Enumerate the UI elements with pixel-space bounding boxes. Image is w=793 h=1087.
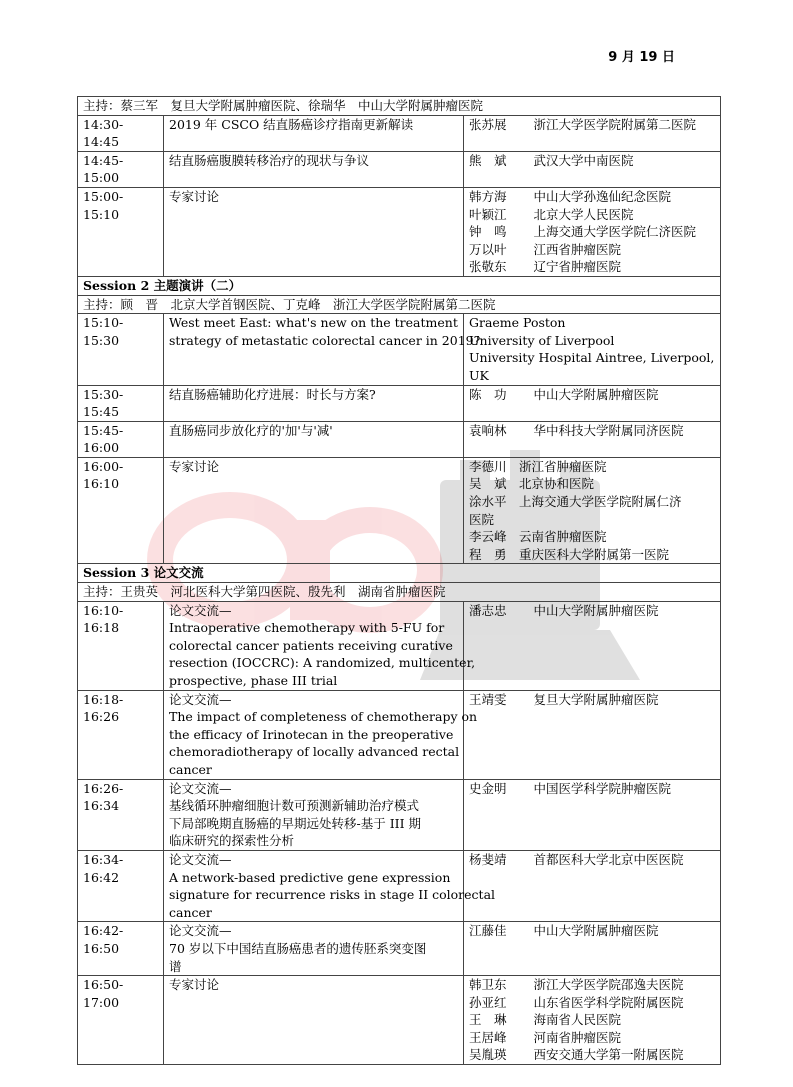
speaker-cell — [464, 850, 721, 921]
title-line: chemoradiotherapy of locally advanced rectal — [169, 744, 460, 760]
title-line: A network-based predictive gene expression — [169, 869, 451, 885]
host-info: 主持：王贵英 河北医科大学第四医院、殷先利 湖南省肿瘤医院 — [78, 583, 721, 602]
session-header-row — [78, 276, 721, 295]
title-line: 论文交流— — [169, 851, 232, 867]
speaker-name: 江藤佳 — [469, 923, 507, 939]
table-row — [78, 922, 721, 976]
speaker-cell — [464, 457, 721, 564]
title-line: 专家讨论 — [169, 458, 220, 474]
speaker-cell — [464, 976, 721, 1065]
schedule-table — [77, 96, 721, 1065]
title-cell — [164, 385, 464, 421]
speaker-name: 万以叶 — [469, 241, 507, 257]
speaker-cell — [464, 385, 721, 421]
title-line: 论文交流— — [169, 923, 232, 939]
speaker-name: 张敬东 — [469, 259, 507, 275]
time-cell: 15:00-15:10 — [78, 187, 164, 276]
speaker-line — [469, 994, 715, 1012]
speaker-name: 潘志忠 — [469, 602, 507, 618]
title-line: 专家讨论 — [169, 188, 220, 204]
speaker-org: 山东省医学科学院附属医院 — [533, 994, 684, 1010]
speaker-org: 中山大学附属肿瘤医院 — [533, 386, 659, 402]
speaker-cell — [464, 922, 721, 976]
speaker-line — [469, 188, 715, 206]
title-line: 专家讨论 — [169, 977, 220, 993]
title-line: 70 岁以下中国结直肠癌患者的遗传胚系突变图 — [169, 940, 427, 956]
title-line: cancer — [169, 761, 212, 777]
time-cell: 14:45-15:00 — [78, 151, 164, 187]
title-line: resection (IOCCRC): A randomized, multicenter, — [169, 655, 476, 671]
time-cell: 16:50-17:00 — [78, 976, 164, 1065]
speaker-name: 韩卫东 — [469, 977, 507, 993]
speaker-org: 中国医学科学院肿瘤医院 — [533, 780, 672, 796]
host-info: 主持：顾 晋 北京大学首钢医院、丁克峰 浙江大学医学院附属第二医院 — [78, 295, 721, 314]
session-header-row — [78, 564, 721, 583]
speaker-name: 陈 功 — [469, 386, 507, 402]
speaker-line: Graeme Poston — [469, 315, 566, 331]
speaker-org: 西安交通大学第一附属医院 — [533, 1047, 684, 1063]
speaker-name: 吴胤瑛 — [469, 1047, 507, 1063]
title-cell — [164, 690, 478, 779]
title-cell — [164, 115, 464, 151]
speaker-line: University of Liverpool — [469, 332, 615, 348]
speaker-name: 袁响林 — [469, 422, 507, 438]
speaker-name: 王居峰 — [469, 1029, 507, 1045]
speaker-line: 医院 — [469, 511, 495, 527]
title-line: 基线循环肿瘤细胞计数可预测新辅助治疗模式 — [169, 798, 420, 814]
title-cell — [164, 151, 464, 187]
speaker-name: 史金明 — [469, 780, 507, 796]
speaker-org: 上海交通大学医学院仁济医院 — [533, 224, 697, 240]
speaker-org: 华中科技大学附属同济医院 — [533, 422, 684, 438]
title-cell — [164, 187, 464, 276]
speaker-cell — [464, 115, 721, 151]
title-line: Intraoperative chemotherapy with 5-FU for — [169, 620, 445, 636]
time-cell: 16:34-16:42 — [78, 850, 164, 921]
title-cell — [164, 779, 464, 850]
speaker-line: University Hospital Aintree, Liverpool, — [469, 350, 715, 366]
speaker-line — [469, 241, 715, 259]
speaker-line — [469, 851, 715, 869]
speaker-org: 首都医科大学北京中医医院 — [533, 851, 684, 867]
speaker-name: 叶颖江 — [469, 206, 507, 222]
speaker-line: 李德川 浙江省肿瘤医院 — [469, 458, 607, 474]
speaker-line: 程 勇 重庆医科大学附属第一医院 — [469, 546, 670, 562]
speaker-cell — [464, 314, 721, 385]
speaker-org: 武汉大学中南医院 — [533, 152, 634, 168]
speaker-org: 中山大学附属肿瘤医院 — [533, 923, 659, 939]
speaker-name: 孙亚红 — [469, 994, 507, 1010]
title-line: signature for recurrence risks in stage II colorectal — [169, 887, 496, 903]
time-cell: 15:30-15:45 — [78, 385, 164, 421]
time-cell: 16:26-16:34 — [78, 779, 164, 850]
table-row — [78, 385, 721, 421]
title-cell — [164, 922, 464, 976]
speaker-line — [469, 691, 715, 709]
speaker-org: 中山大学附属肿瘤医院 — [533, 602, 659, 618]
speaker-name: 杨斐靖 — [469, 851, 507, 867]
time-cell: 16:00-16:10 — [78, 457, 164, 564]
title-line: West meet East: what's new on the treatment — [169, 315, 458, 331]
title-line: 下局部晚期直肠癌的早期远处转移-基于 III 期 — [169, 815, 421, 831]
speaker-line — [469, 116, 715, 134]
schedule-body — [78, 97, 721, 1065]
time-cell: 16:18-16:26 — [78, 690, 164, 779]
title-line: cancer — [169, 904, 212, 920]
speaker-org: 浙江大学医学院附属第二医院 — [533, 116, 697, 132]
speaker-line — [469, 152, 715, 170]
title-cell — [164, 976, 464, 1065]
time-cell: 16:42-16:50 — [78, 922, 164, 976]
speaker-org: 江西省肿瘤医院 — [533, 241, 622, 257]
speaker-line — [469, 258, 715, 276]
speaker-name: 张苏展 — [469, 116, 507, 132]
title-line: 谱 — [169, 958, 182, 974]
table-row — [78, 601, 721, 690]
title-line: 临床研究的探索性分析 — [169, 833, 295, 849]
table-row — [78, 457, 721, 564]
speaker-org: 浙江大学医学院邵逸夫医院 — [533, 977, 684, 993]
host-info: 主持：蔡三军 复旦大学附属肿瘤医院、徐瑞华 中山大学附属肿瘤医院 — [78, 97, 721, 116]
session-title: Session 2 主题演讲（二） — [78, 276, 721, 295]
speaker-line — [469, 922, 715, 940]
host-row — [78, 583, 721, 602]
table-row — [78, 115, 721, 151]
speaker-name: 韩方海 — [469, 188, 507, 204]
speaker-line — [469, 976, 715, 994]
host-row — [78, 97, 721, 116]
speaker-name: 熊 斌 — [469, 152, 507, 168]
speaker-cell — [464, 601, 721, 690]
speaker-cell — [464, 187, 721, 276]
speaker-name: 钟 鸣 — [469, 224, 507, 240]
speaker-line — [469, 206, 715, 224]
title-line: strategy of metastatic colorectal cancer in 2019? — [169, 332, 481, 348]
title-line: prospective, phase III trial — [169, 673, 338, 688]
speaker-line: UK — [469, 367, 489, 383]
time-cell: 16:10-16:18 — [78, 601, 164, 690]
title-line: 结直肠癌辅助化疗进展：时长与方案? — [169, 386, 376, 402]
speaker-line — [469, 1029, 715, 1047]
title-line: 结直肠癌腹膜转移治疗的现状与争议 — [169, 152, 370, 168]
time-cell: 14:30-14:45 — [78, 115, 164, 151]
table-row — [78, 314, 721, 385]
speaker-cell — [464, 421, 721, 457]
table-row — [78, 690, 721, 779]
table-row — [78, 187, 721, 276]
speaker-org: 辽宁省肿瘤医院 — [533, 259, 622, 275]
title-line: the efficacy of Irinotecan in the preoperative — [169, 726, 454, 742]
speaker-org: 河南省肿瘤医院 — [533, 1029, 622, 1045]
session-title: Session 3 论文交流 — [78, 564, 721, 583]
table-row — [78, 850, 721, 921]
title-line: 论文交流— — [169, 691, 232, 707]
table-row — [78, 779, 721, 850]
speaker-cell — [464, 779, 721, 850]
speaker-line — [469, 386, 715, 404]
title-line: colorectal cancer patients receiving curative — [169, 637, 453, 653]
speaker-line — [469, 602, 715, 620]
time-cell: 15:45-16:00 — [78, 421, 164, 457]
title-line: 论文交流— — [169, 780, 232, 796]
speaker-line — [469, 1046, 715, 1064]
time-cell: 15:10-15:30 — [78, 314, 164, 385]
title-line: 论文交流— — [169, 602, 232, 618]
speaker-line: 李云峰 云南省肿瘤医院 — [469, 529, 607, 545]
speaker-line: 涂水平 上海交通大学医学院附属仁济 — [469, 494, 682, 510]
title-cell — [164, 601, 476, 690]
speaker-org: 复旦大学附属肿瘤医院 — [533, 691, 659, 707]
speaker-line — [469, 223, 715, 241]
title-line: The impact of completeness of chemotherapy on — [169, 709, 478, 725]
title-cell — [164, 421, 464, 457]
speaker-name: 王 琳 — [469, 1012, 507, 1028]
table-row — [78, 976, 721, 1065]
speaker-cell — [464, 151, 721, 187]
speaker-line — [469, 780, 715, 798]
table-row — [78, 151, 721, 187]
title-line: 2019 年 CSCO 结直肠癌诊疗指南更新解读 — [169, 116, 414, 132]
table-row — [78, 421, 721, 457]
speaker-line — [469, 1011, 715, 1029]
speaker-org: 中山大学孙逸仙纪念医院 — [533, 188, 672, 204]
title-cell — [164, 457, 464, 564]
speaker-cell — [464, 690, 721, 779]
speaker-line: 吴 斌 北京协和医院 — [469, 476, 595, 492]
speaker-org: 海南省人民医院 — [533, 1012, 622, 1028]
host-row — [78, 295, 721, 314]
title-line: 直肠癌同步放化疗的'加'与'减' — [169, 422, 333, 438]
page-date: 9 月 19 日 — [608, 50, 675, 65]
speaker-name: 王靖雯 — [469, 691, 507, 707]
speaker-org: 北京大学人民医院 — [533, 206, 634, 222]
speaker-line — [469, 422, 715, 440]
